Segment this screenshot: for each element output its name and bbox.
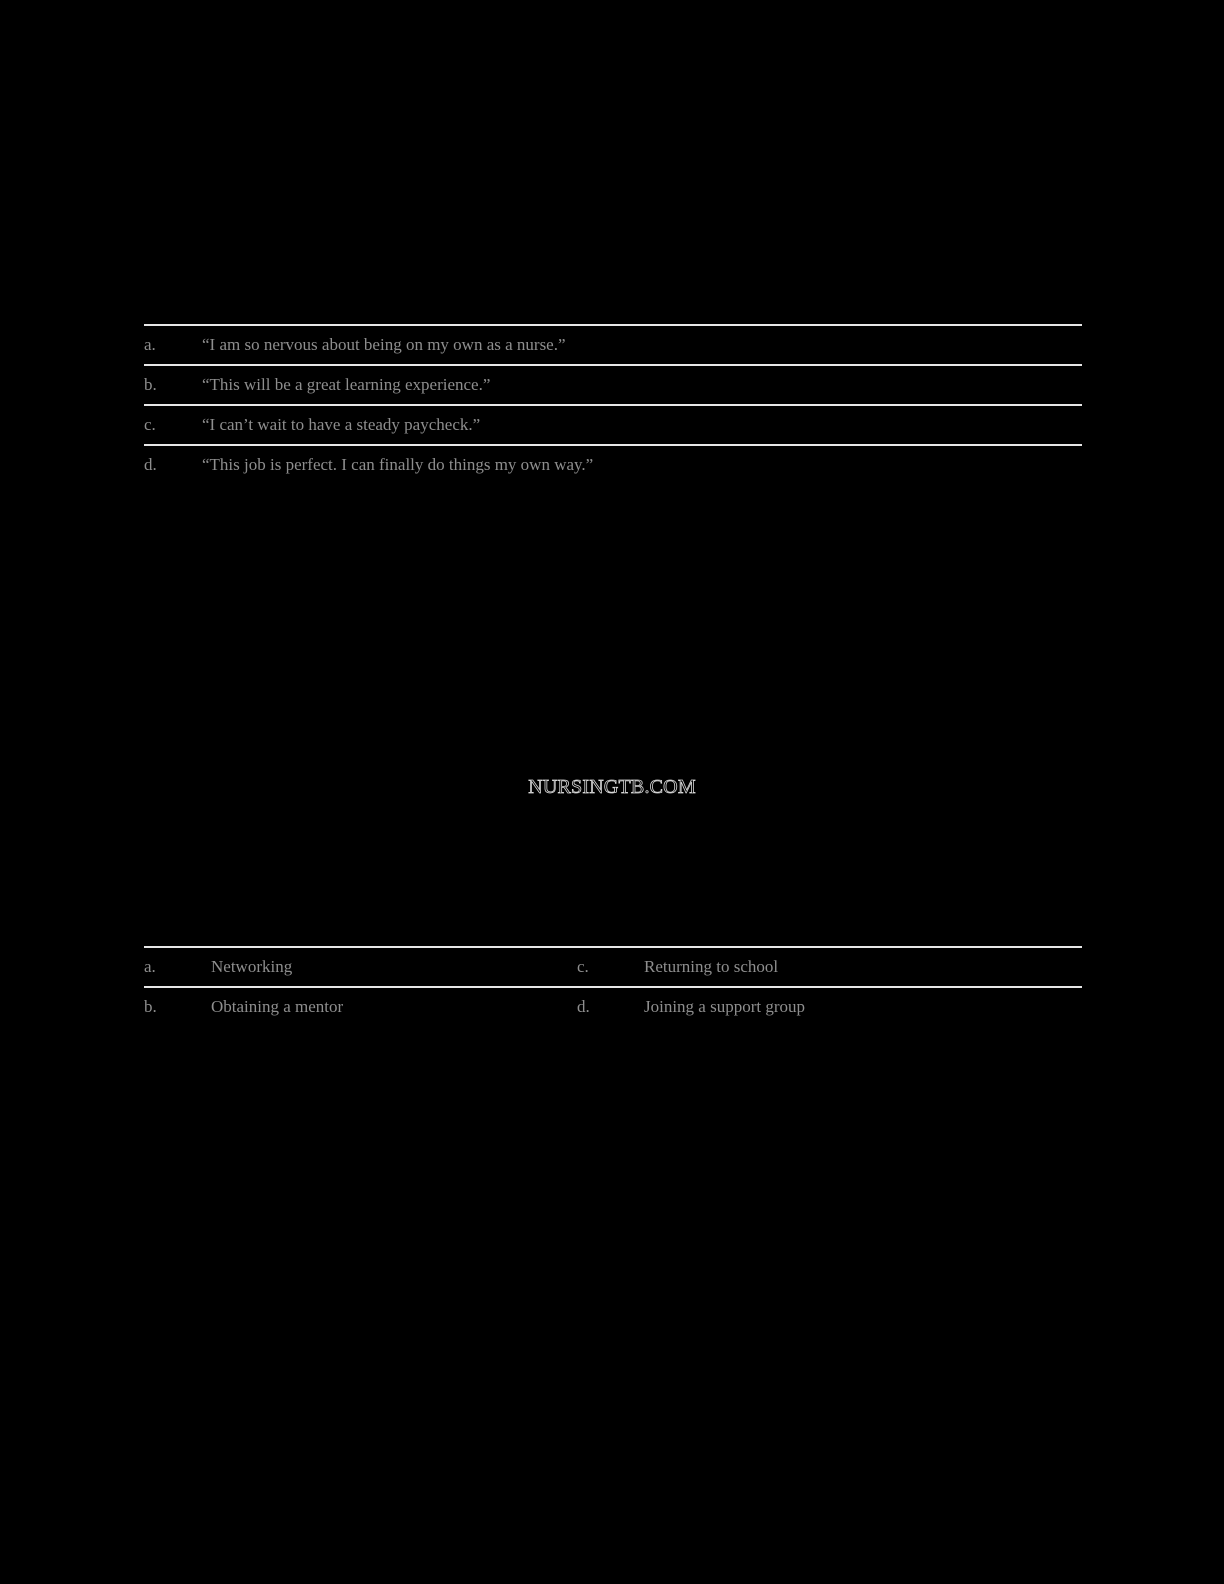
option-text: “I am so nervous about being on my own as a nurse.”	[202, 335, 566, 354]
option-row-a	[144, 324, 1082, 364]
option-text: “This will be a great learning experience.”	[202, 375, 491, 394]
option-letter: b.	[144, 375, 157, 394]
option-grid-row-2	[144, 986, 1082, 1026]
option-letter: a.	[144, 335, 156, 354]
option-text: “I can’t wait to have a steady paycheck.”	[202, 415, 481, 434]
option-letter: b.	[144, 997, 157, 1016]
option-grid-row-1	[144, 946, 1082, 986]
option-letter: d.	[577, 997, 590, 1016]
option-text: Joining a support group	[644, 997, 806, 1016]
option-letter: c.	[577, 957, 589, 976]
option-text: “This job is perfect. I can finally do things my own way.”	[202, 455, 594, 474]
option-text: Networking	[211, 957, 293, 976]
question-1-options	[144, 324, 1082, 484]
option-letter: d.	[144, 455, 157, 474]
option-row-d	[144, 444, 1082, 484]
option-row-b	[144, 364, 1082, 404]
option-letter: c.	[144, 415, 156, 434]
option-letter: a.	[144, 957, 156, 976]
option-row-c	[144, 404, 1082, 444]
option-text: Obtaining a mentor	[211, 997, 344, 1016]
question-2-options	[144, 946, 1082, 1026]
option-text: Returning to school	[644, 957, 779, 976]
watermark-text: NURSINGTB.COM	[528, 776, 696, 798]
